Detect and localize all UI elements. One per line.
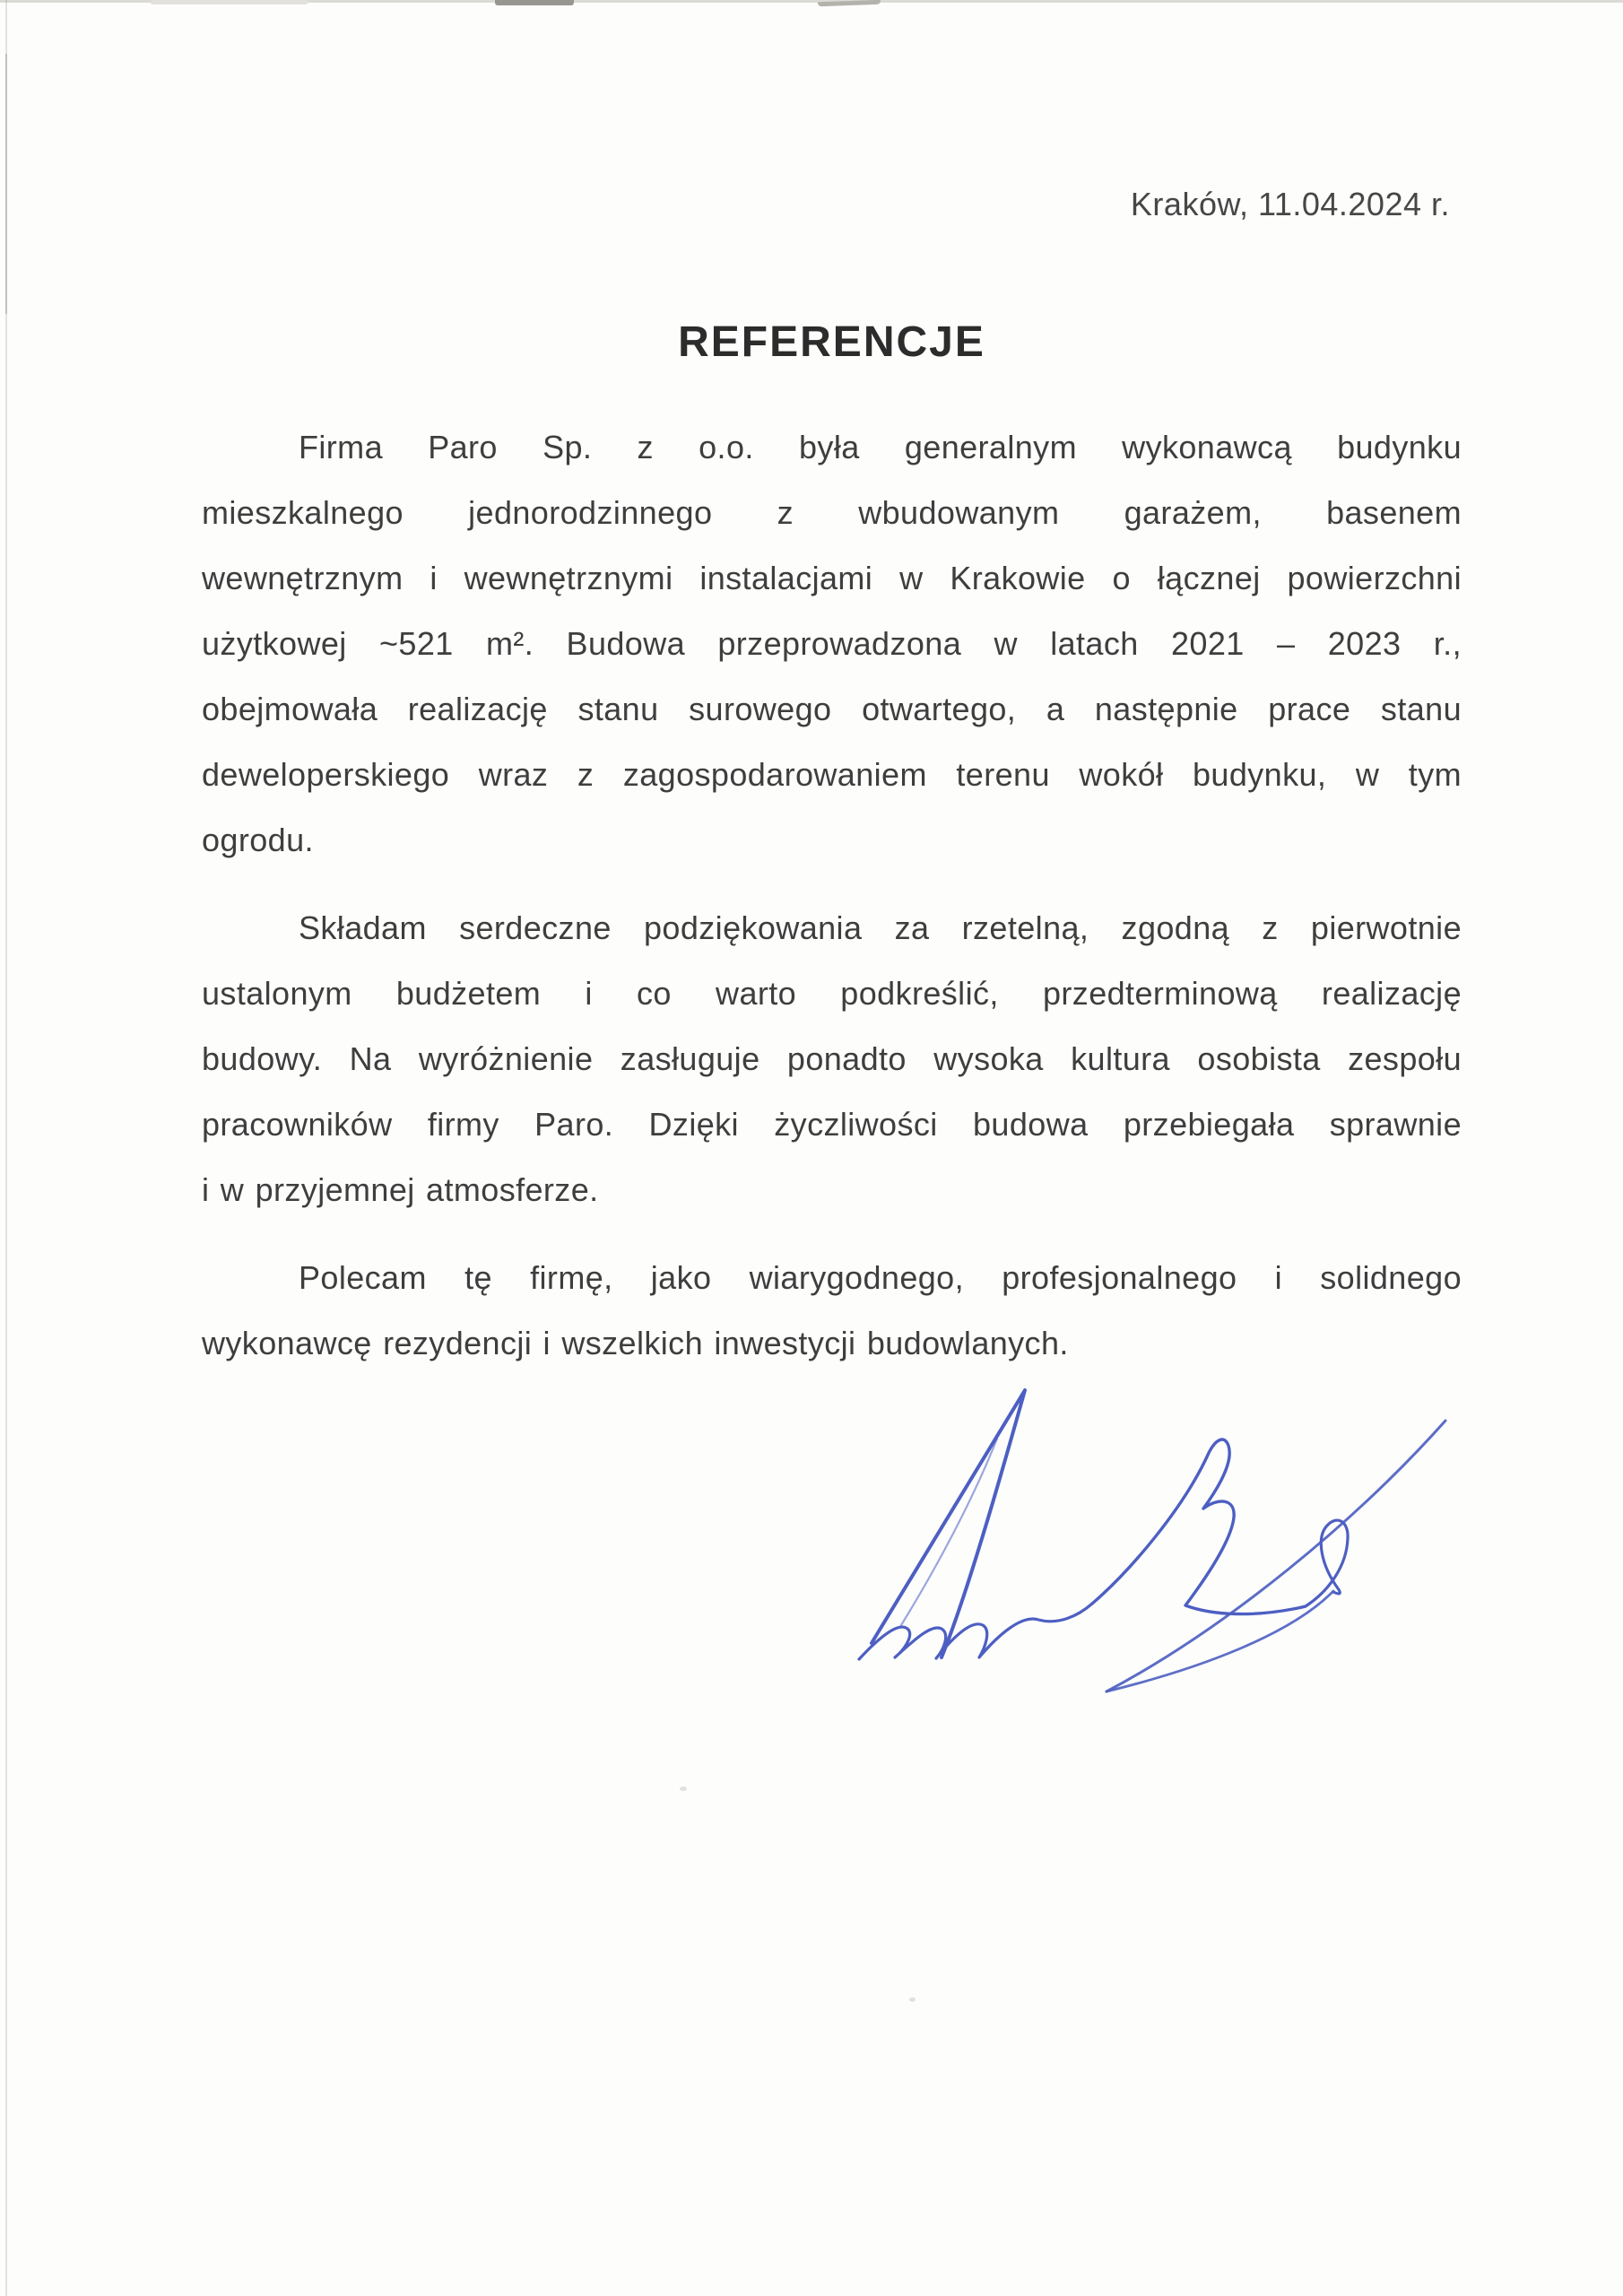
scan-speck [909, 1997, 916, 2002]
scan-top-edge-artifact [151, 0, 308, 4]
scan-top-edge-artifact [818, 0, 881, 6]
paragraph-1 [202, 414, 1462, 873]
signature-ink-strokes [852, 1356, 1480, 1710]
scan-top-edge-artifact [495, 0, 574, 5]
date-line: Kraków, 11.04.2024 r. [1130, 186, 1450, 222]
paragraph-line: Składam serdeczne podziękowania za rzetelną, zgodną z pierwotnie [299, 909, 1462, 946]
paragraph-line: i w przyjemnej atmosferze. [202, 1171, 599, 1208]
scan-left-edge-artifact [5, 0, 7, 2296]
paragraph-line: pracowników firmy Paro. Dzięki życzliwości budowa przebiegała sprawnie [202, 1106, 1462, 1143]
paragraph-line: wewnętrznym i wewnętrznymi instalacjami w Krakowie o łącznej powierzchni [202, 560, 1462, 596]
paragraph-line: budowy. Na wyróżnienie zasługuje ponadto wysoka kultura osobista zespołu [202, 1040, 1462, 1077]
scan-speck [680, 1787, 687, 1791]
scan-left-edge-artifact [5, 54, 7, 314]
paragraph-line: użytkowej ~521 m². Budowa przeprowadzona w latach 2021 – 2023 r., [202, 625, 1462, 662]
paragraph-line: wykonawcę rezydencji i wszelkich inwestycji budowlanych. [202, 1325, 1069, 1361]
paragraph-line: ogrodu. [202, 822, 314, 858]
paragraph-line: Firma Paro Sp. z o.o. była generalnym wykonawcą budynku [299, 429, 1462, 465]
paragraph-line: obejmowała realizację stanu surowego otwartego, a następnie prace stanu [202, 691, 1462, 727]
document-title: REFERENCJE [678, 318, 985, 366]
paragraph-line: deweloperskiego wraz z zagospodarowaniem terenu wokół budynku, w tym [202, 756, 1462, 793]
paragraph-line: mieszkalnego jednorodzinnego z wbudowanym garażem, basenem [202, 494, 1462, 531]
paragraph-line: ustalonym budżetem i co warto podkreślić, przedterminową realizację [202, 975, 1462, 1012]
paragraph-2 [202, 895, 1462, 1222]
handwritten-signature [852, 1356, 1480, 1710]
paragraph-line: Polecam tę firmę, jako wiarygodnego, profesjonalnego i solidnego [299, 1259, 1462, 1296]
